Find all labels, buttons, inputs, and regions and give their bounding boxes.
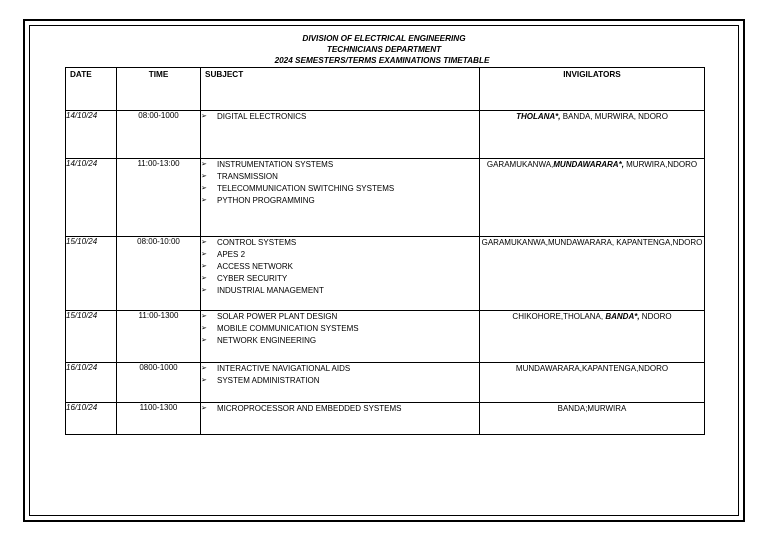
cell-subjects: [201, 159, 480, 237]
subject-item: [201, 171, 479, 183]
cell-subjects: [201, 363, 480, 403]
cell-date: 14/10/24: [66, 159, 117, 237]
arrow-bullet-icon: ➢: [201, 173, 207, 180]
cell-subjects: [201, 237, 480, 311]
cell-subjects: [201, 111, 480, 159]
arrow-bullet-icon: ➢: [201, 337, 207, 344]
invigilator-names: BANDA, MURWIRA, NDORO: [560, 112, 668, 121]
arrow-bullet-icon: ➢: [201, 251, 207, 258]
cell-time: 1100-1300: [117, 403, 201, 435]
arrow-bullet-icon: ➢: [201, 239, 207, 246]
subject-name: INTERACTIVE NAVIGATIONAL AIDS: [217, 364, 351, 373]
arrow-bullet-icon: ➢: [201, 275, 207, 282]
subject-name: MICROPROCESSOR AND EMBEDDED SYSTEMS: [217, 404, 402, 413]
subject-item: [201, 311, 479, 323]
subject-name: CONTROL SYSTEMS: [217, 238, 297, 247]
cell-invigilators: [480, 237, 705, 311]
header-department: TECHNICIANS DEPARTMENT: [326, 45, 442, 54]
cell-time: 08:00-10:00: [117, 237, 201, 311]
subject-name: DIGITAL ELECTRONICS: [217, 112, 307, 121]
cell-subjects: [201, 311, 480, 363]
subject-item: [201, 237, 479, 249]
arrow-bullet-icon: ➢: [201, 197, 207, 204]
table-header-row: [66, 68, 705, 111]
subject-item: [201, 159, 479, 171]
subject-name: MOBILE COMMUNICATION SYSTEMS: [217, 324, 359, 333]
cell-invigilators: [480, 159, 705, 237]
subject-item: [201, 183, 479, 195]
invigilator-names: MURWIRA,NDORO: [623, 160, 698, 169]
table-row: [66, 159, 705, 237]
cell-date: 14/10/24: [66, 111, 117, 159]
chief-invigilator: BANDA*,: [605, 312, 640, 321]
subject-name: SOLAR POWER PLANT DESIGN: [217, 312, 338, 321]
subject-name: NETWORK ENGINEERING: [217, 336, 317, 345]
subject-item: [201, 195, 479, 207]
cell-invigilators: [480, 403, 705, 435]
header-division: DIVISION OF ELECTRICAL ENGINEERING: [302, 34, 466, 43]
subject-item: [201, 111, 479, 123]
arrow-bullet-icon: ➢: [201, 161, 207, 168]
cell-subjects: [201, 403, 480, 435]
header-timetable-title: 2024 SEMESTERS/TERMS EXAMINATIONS TIMETABLE: [274, 56, 490, 65]
column-header-subject: SUBJECT: [201, 68, 480, 111]
timetable: [65, 67, 705, 435]
subject-item: [201, 285, 479, 297]
cell-date: 15/10/24: [66, 311, 117, 363]
arrow-bullet-icon: ➢: [201, 377, 207, 384]
invigilator-names: MUNDAWARARA,KAPANTENGA,NDORO: [515, 364, 669, 373]
subject-name: PYTHON PROGRAMMING: [217, 196, 315, 205]
arrow-bullet-icon: ➢: [201, 287, 207, 294]
arrow-bullet-icon: ➢: [201, 325, 207, 332]
invigilator-names: GARAMUKANWA,: [486, 160, 554, 169]
arrow-bullet-icon: ➢: [201, 405, 207, 412]
subject-item: [201, 261, 479, 273]
subject-name: APES 2: [217, 250, 246, 259]
subject-name: CYBER SECURITY: [217, 274, 288, 283]
invigilator-names: CHIKOHORE,THOLANA,: [512, 312, 606, 321]
table-row: [66, 311, 705, 363]
cell-invigilators: [480, 111, 705, 159]
cell-time: 11:00-13:00: [117, 159, 201, 237]
invigilator-names: BANDA;MURWIRA: [557, 404, 627, 413]
subject-name: TRANSMISSION: [217, 172, 278, 181]
subject-name: INDUSTRIAL MANAGEMENT: [217, 286, 324, 295]
subject-name: ACCESS NETWORK: [217, 262, 294, 271]
table-row: [66, 237, 705, 311]
subject-name: SYSTEM ADMINISTRATION: [217, 376, 320, 385]
cell-time: 11:00-1300: [117, 311, 201, 363]
cell-time: 08:00-1000: [117, 111, 201, 159]
subject-item: [201, 335, 479, 347]
arrow-bullet-icon: ➢: [201, 113, 207, 120]
chief-invigilator: MUNDAWARARA*,: [553, 160, 624, 169]
table-row: [66, 403, 705, 435]
subject-name: INSTRUMENTATION SYSTEMS: [217, 160, 334, 169]
cell-time: 0800-1000: [117, 363, 201, 403]
subject-name: TELECOMMUNICATION SWITCHING SYSTEMS: [217, 184, 395, 193]
column-header-date: DATE: [66, 68, 117, 111]
arrow-bullet-icon: ➢: [201, 185, 207, 192]
invigilator-names: GARAMUKANWA,MUNDAWARARA, KAPANTENGA,NDORO: [481, 238, 703, 247]
subject-item: [201, 273, 479, 285]
arrow-bullet-icon: ➢: [201, 313, 207, 320]
arrow-bullet-icon: ➢: [201, 263, 207, 270]
invigilator-names: NDORO: [639, 312, 672, 321]
cell-date: 16/10/24: [66, 363, 117, 403]
arrow-bullet-icon: ➢: [201, 365, 207, 372]
chief-invigilator: THOLANA*,: [516, 112, 561, 121]
cell-date: 16/10/24: [66, 403, 117, 435]
subject-item: [201, 249, 479, 261]
cell-date: 15/10/24: [66, 237, 117, 311]
subject-item: [201, 375, 479, 387]
cell-invigilators: [480, 363, 705, 403]
subject-item: [201, 403, 479, 415]
subject-item: [201, 323, 479, 335]
table-row: [66, 363, 705, 403]
column-header-invigilators: INVIGILATORS: [480, 68, 705, 111]
column-header-time: TIME: [117, 68, 201, 111]
document-header: [0, 33, 768, 66]
subject-item: [201, 363, 479, 375]
table-row: [66, 111, 705, 159]
cell-invigilators: [480, 311, 705, 363]
